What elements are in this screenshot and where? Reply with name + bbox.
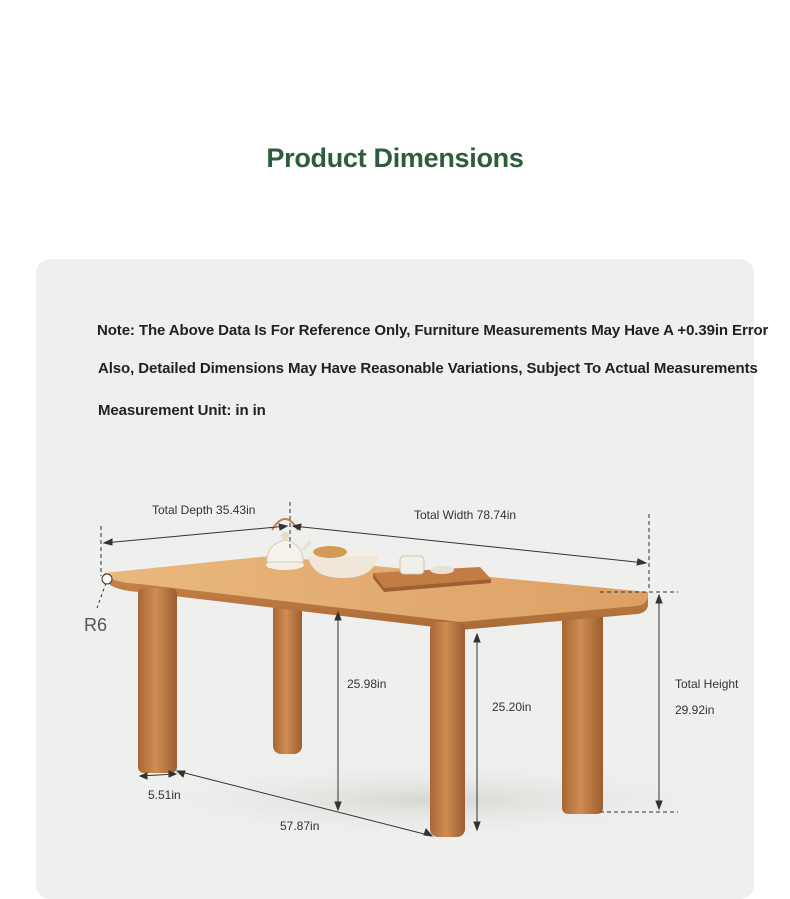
leg-width-label: 5.51in	[148, 788, 181, 802]
leg-span-label: 57.87in	[280, 819, 320, 833]
inner-height-label: 25.98in	[347, 677, 387, 691]
note-unit-line: Measurement Unit: in in	[98, 402, 266, 419]
depth-dimension-line	[104, 526, 287, 543]
note-error-line: Note: The Above Data Is For Reference Only, Furniture Measurements May Have A +0.39in Error	[97, 322, 769, 339]
table-leg-back-right	[562, 610, 603, 814]
note-variation-line: Also, Detailed Dimensions May Have Reasonable Variations, Subject To Actual Measurements	[98, 360, 758, 377]
total-height-value: 29.92in	[675, 703, 715, 717]
table-leg-back-left	[273, 598, 302, 754]
total-depth-label: Total Depth 35.43in	[152, 503, 256, 517]
page-title: Product Dimensions	[266, 143, 524, 173]
corner-radius-label: R6	[84, 615, 108, 635]
total-width-label: Total Width 78.74in	[414, 508, 517, 522]
table-leg-front-right	[430, 622, 465, 837]
total-height-label: Total Height	[675, 677, 739, 691]
leg-clearance-label: 25.20in	[492, 700, 532, 714]
table-leg-front-left	[138, 588, 177, 773]
corner-radius-marker	[102, 574, 112, 584]
